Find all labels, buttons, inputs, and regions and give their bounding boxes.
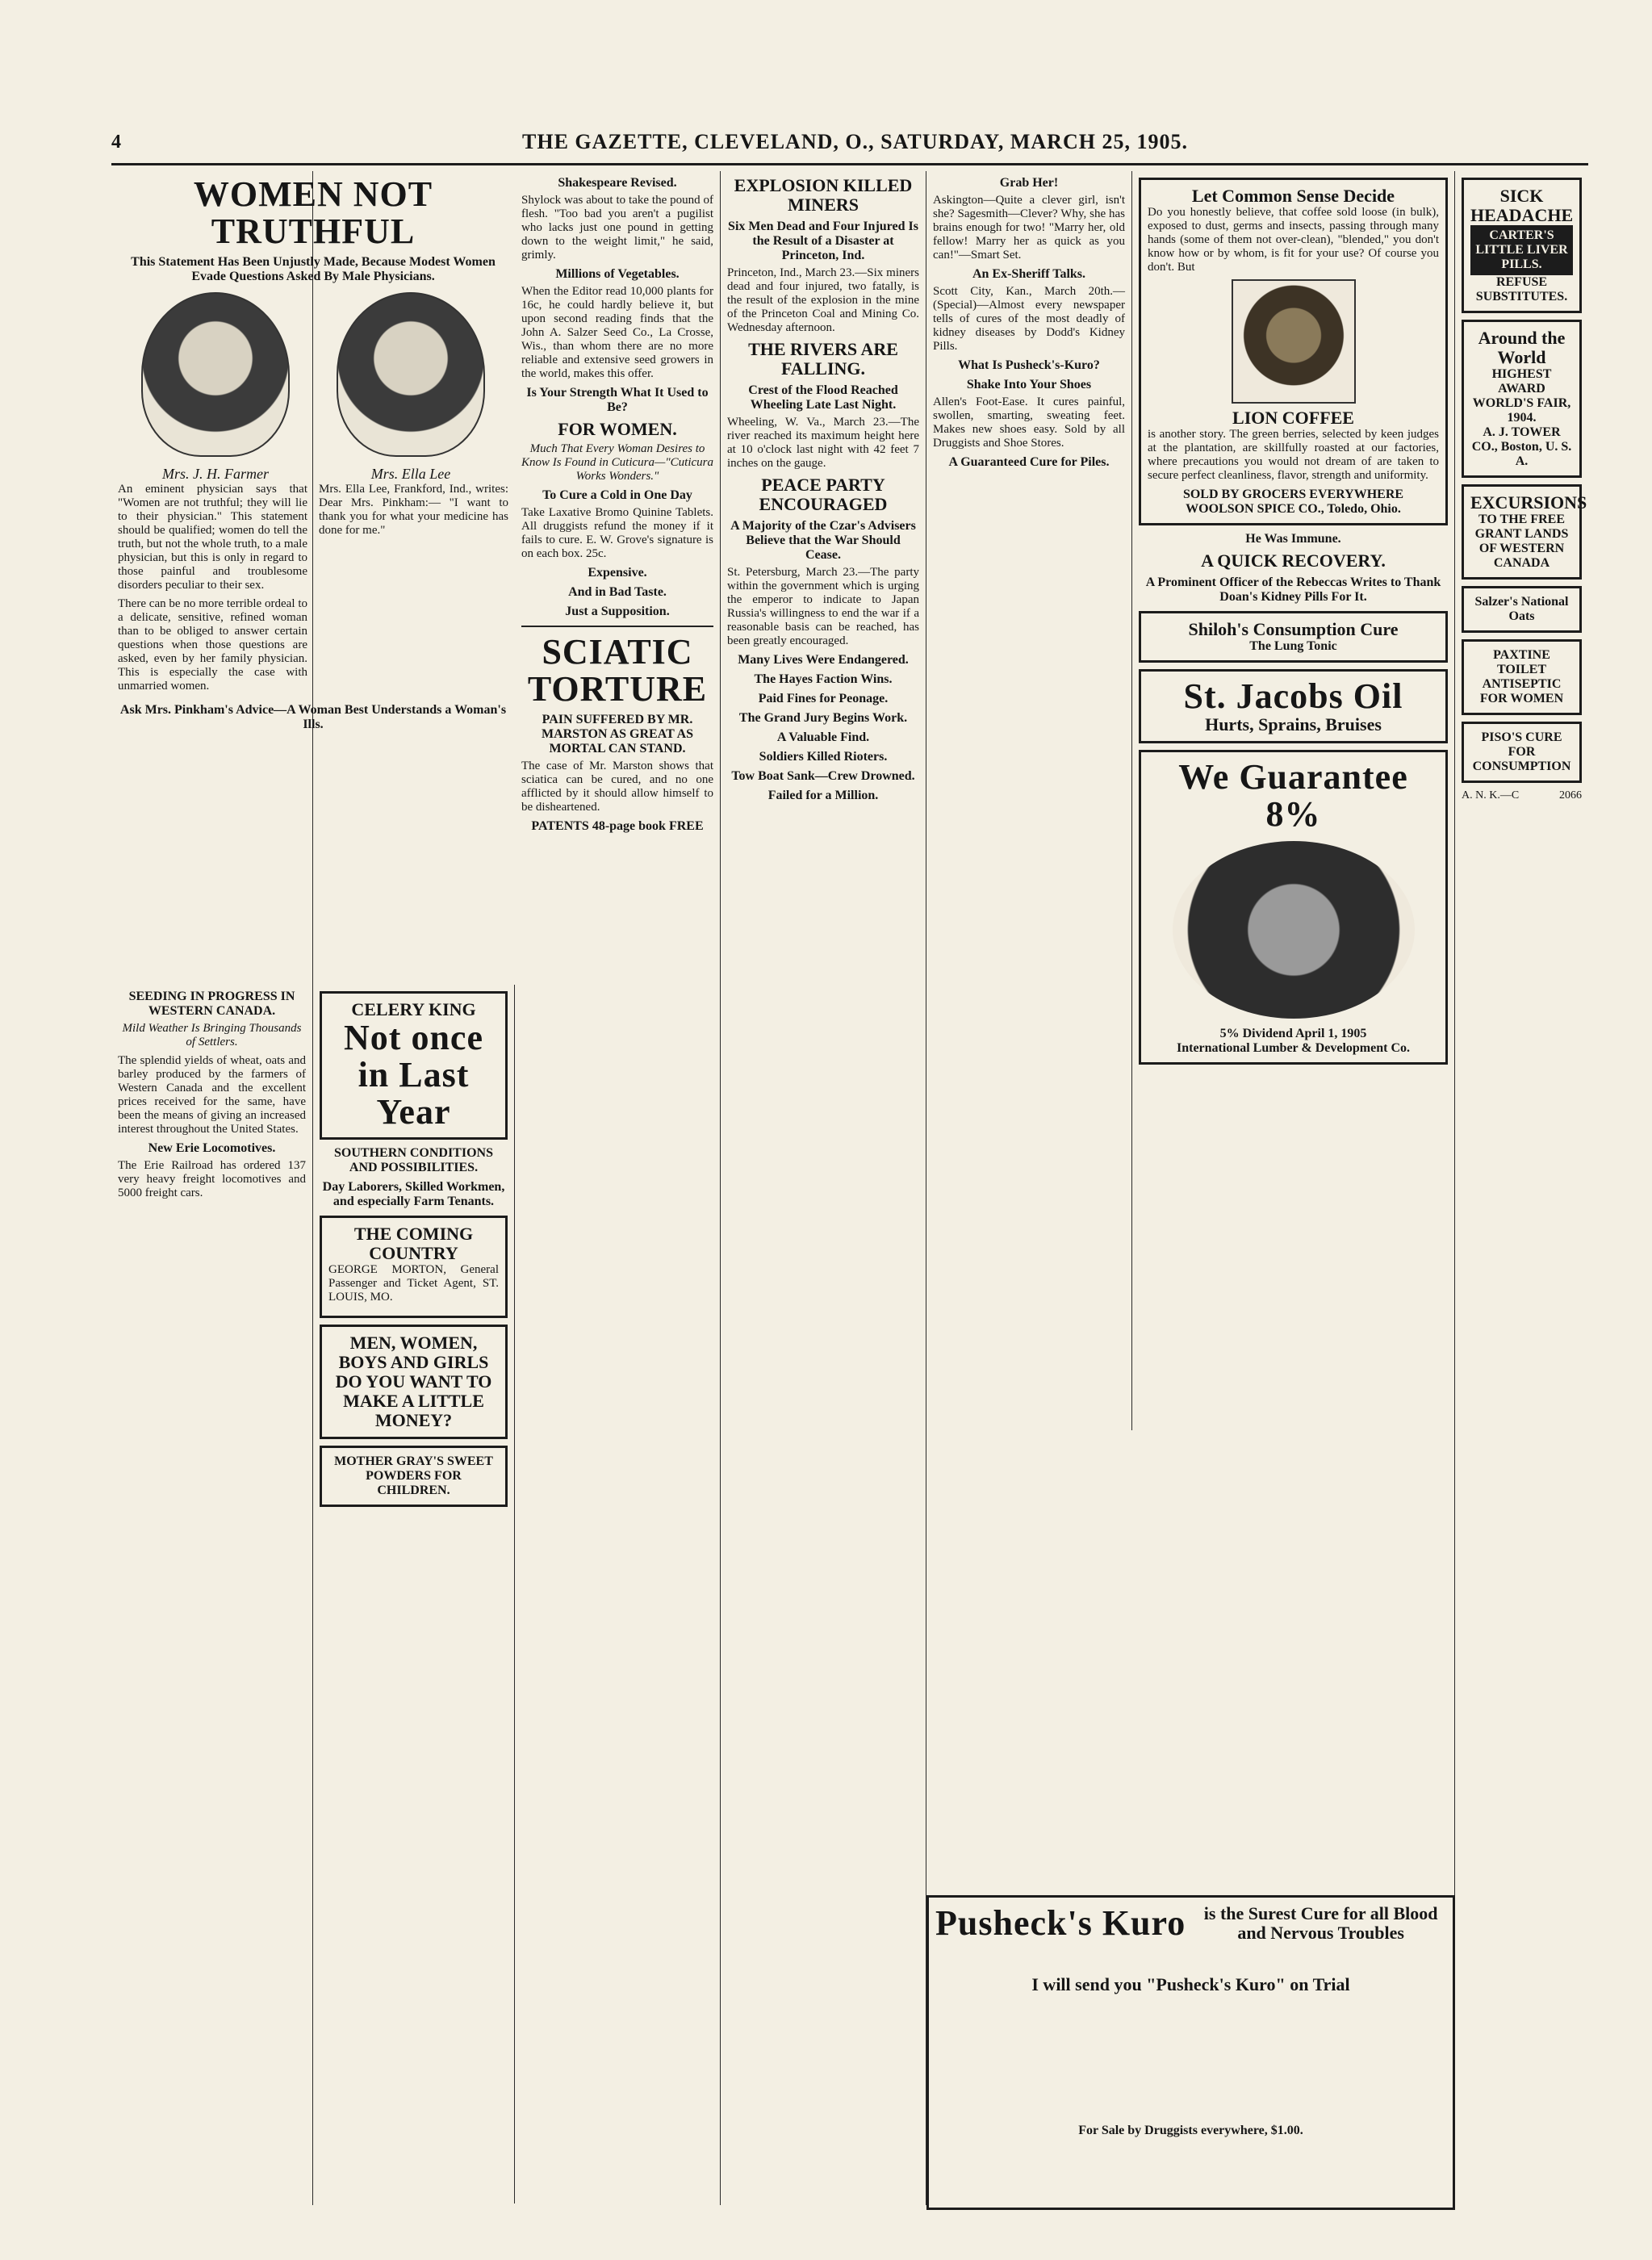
paxtine-title: PAXTINE TOILET ANTISEPTIC [1482,648,1562,691]
headline-women-not-truthful: WOMEN NOT TRUTHFUL [193,174,433,251]
column-2-lower [313,985,515,2204]
guarantee-title: We Guarantee 8% [1178,757,1408,834]
highest-award: HIGHEST AWARD WORLD'S FAIR, 1904. [1472,367,1571,425]
divider [521,626,713,627]
headline-hayes: The Hayes Faction Wins. [754,672,893,686]
excursions-title: EXCURSIONS [1470,492,1587,513]
newspaper-title: THE GAZETTE, CLEVELAND, O., SATURDAY, MARCH 25, 1905. [522,130,1188,153]
refuse-substitutes: REFUSE SUBSTITUTES. [1475,275,1568,303]
kuro-title: Pusheck's Kuro [935,1903,1186,1943]
headline-piles: A Guaranteed Cure for Piles. [948,455,1110,469]
headline-recovery: A QUICK RECOVERY. [1201,550,1386,571]
article-body: The splendid yields of wheat, oats and barley produced by the farmers of Western Canada and the excellent prices received for the same, have been the means of giving an increased interest throughout the United States. [118,1054,306,1136]
kuro-price: For Sale by Druggists everywhere, $1.00. [1078,2124,1303,2137]
article-body: An eminent physician says that "Women are not truthful; they will lie to their physician." This statement should be qualified; women do tell the truth, but not the whole truth, to a male physician, but this is only in regard to those painful and troublesome disorders peculiar to their sex. [118,483,307,592]
headline-valuable: A Valuable Find. [776,730,870,744]
deck-cuticura: Much That Every Woman Desires to Know Is Found in Cuticura—"Cuticura Works Wonders." [521,442,713,483]
headline-failed: Failed for a Million. [767,789,879,802]
excursions-sub: TO THE FREE GRANT LANDS OF WESTERN CANADA [1474,513,1569,570]
tower-company: A. J. TOWER CO., Boston, U. S. A. [1471,425,1572,468]
deck-sciatic: PAIN SUFFERED BY MR. MARSTON AS GREAT AS MORTAL CAN STAND. [541,713,694,755]
masthead [111,121,1588,165]
headline-peace: PEACE PARTY ENCOURAGED [759,475,888,514]
shiloh-ad [1139,611,1448,663]
headline-southern: SOUTHERN CONDITIONS AND POSSIBILITIES. [334,1146,493,1174]
paxtine-ad [1462,639,1582,715]
portrait-lee [328,287,493,483]
dividend-line: 5% Dividend April 1, 1905 [1219,1027,1367,1040]
article-body: St. Petersburg, March 23.—The party within the government which is urging the emperor to indicate to Japan Russia's willingness to end the war if a reasonable basis can be reached, has been greatly encouraged. [727,566,919,647]
pinkham-tagline: Ask Mrs. Pinkham's Advice—A Woman Best Understands a Woman's Ills. [119,703,507,731]
deck-women-not-truthful: This Statement Has Been Unjustly Made, Because Modest Women Evade Questions Asked By Male Physicians. [131,255,496,283]
kuro-tag: is the Surest Cure for all Blood and Nervous Troubles [1203,1903,1438,1943]
day-laborers: Day Laborers, Skilled Workmen, and especially Farm Tenants. [322,1180,505,1208]
column-1-lower [111,985,313,2204]
deck-recovery: A Prominent Officer of the Rebeccas Writes to Thank Doan's Kidney Pills For It. [1145,575,1441,604]
caption-farmer: Mrs. J. H. Farmer [162,466,269,482]
headline-endangered: Many Lives Were Endangered. [738,653,909,667]
coming-country-ad [320,1216,508,1318]
lion-coffee-ad [1139,178,1448,525]
caption-lee: Mrs. Ella Lee [370,466,451,482]
tower-ad [1462,320,1582,478]
headline-shakespeare: Shakespeare Revised. [558,176,677,190]
shiloh-title: Shiloh's Consumption Cure [1188,619,1399,639]
kuro-offer: I will send you "Pusheck's Kuro" on Trial [1031,1974,1350,1994]
portrait-farmer [133,287,298,483]
article-body: The case of Mr. Marston shows that sciatica can be cured, and no one afflicted by it should allow himself to be disheartened. [521,760,713,814]
ank-label: A. N. K.—C [1462,789,1520,801]
headline-expensive: Expensive. [588,566,647,580]
headline-explosion: EXPLOSION KILLED MINERS [734,175,913,215]
salzer-ad [1462,586,1582,633]
article-body: Allen's Foot-Ease. It cures painful, swollen, smarting, sweating feet. Makes new shoes easy. Sold by all Druggists and Shoe Stores. [933,396,1125,450]
column-4 [721,171,926,2205]
headline-grab: Grab Her! [999,176,1059,190]
column-3 [515,171,721,2205]
article-body: Princeton, Ind., March 23.—Six miners dead and four injured, two fatally, is the result of the explosion in the mine of the Princeton Coal and Mining Co. Wednesday afternoon. [727,266,919,334]
article-body: Mrs. Ella Lee, Frankford, Ind., writes: Dear Mrs. Pinkham:— "I want to thank you for what your medicine has done for me." [319,483,508,537]
sick-headache-title: SICK HEADACHE [1470,186,1574,225]
headline-fines: Paid Fines for Peonage. [758,692,889,705]
patents-ad: PATENTS 48-page book FREE [531,819,704,833]
mother-gray-title: MOTHER GRAY'S SWEET POWDERS FOR CHILDREN. [334,1454,493,1497]
column-5 [926,171,1132,1430]
headline-sheriff: An Ex-Sheriff Talks. [972,267,1086,281]
excursions-ad [1462,484,1587,580]
headline-soldiers: Soldiers Killed Rioters. [759,750,888,764]
guarantee-ad [1139,750,1448,1065]
lion-coffee-body: Do you honestly believe, that coffee sold loose (in bulk), exposed to dust, germs and insects, passing through many hands (some of them not over-clean), "blended," you don't know how or by whom, is fit for your use? Of course you don't. But [1148,206,1439,274]
headline-pusheck: What Is Pusheck's-Kuro? [958,358,1100,372]
kuro-ad [926,1895,1455,2210]
headline-sciatic: SCIATIC TORTURE [527,632,708,709]
money-ad [320,1325,508,1439]
morton-agent: GEORGE MORTON, General Passenger and Ticket Agent, ST. LOUIS, MO. [328,1263,499,1304]
lumber-company: International Lumber & Development Co. [1176,1041,1411,1055]
article-body: Scott City, Kan., March 20th.—(Special)—Almost every newspaper tells of cures of the most deadly of kidney diseases by Dodd's Kidney Pills. [933,285,1125,353]
article-body: Shylock was about to take the pound of flesh. "Too bad you aren't a pugilist who lacks just one pound in getting down to the weight limit," he said, grimly. [521,194,713,262]
headline-for-women: FOR WOMEN. [558,419,677,439]
piso-ad [1462,722,1582,783]
portrait-row [118,287,508,483]
newspaper-page [111,121,1588,2216]
ank-line [1462,789,1582,802]
article-body: There can be no more terrible ordeal to a delicate, sensitive, refined woman than to be obliged to answer certain questions when those questions are asked, even by her family physician. This is especially the case with unmarried women. [118,597,307,693]
headline-rivers: THE RIVERS ARE FALLING. [748,339,898,379]
mother-gray-ad [320,1446,508,1507]
page-number: 4 [111,131,122,153]
headline-vegetables: Millions of Vegetables. [555,267,680,281]
headline-cold: To Cure a Cold in One Day [542,488,692,502]
shiloh-sub: The Lung Tonic [1249,639,1337,653]
article-body: Askington—Quite a clever girl, isn't she? Sagesmith—Clever? Why, she has brains enough for two! "Marry her, old fellow! Marry her as quick as you can!"—Smart Set. [933,194,1125,262]
deck-explosion: Six Men Dead and Four Injured Is the Result of a Disaster at Princeton, Ind. [728,220,918,262]
st-jacobs-ad [1139,669,1448,743]
headline-supposition: Just a Supposition. [565,605,670,618]
celery-king-ad [320,991,508,1140]
lion-coffee-brand: LION COFFEE [1232,408,1354,428]
lion-coffee-tagline: is another story. The green berries, selected by keen judges at the plantation, are skillfully roasted at our factories, where precautions you would not dream of are taken to secure perfect cleanliness, flavor, strength and uniformity. [1148,428,1439,482]
sick-headache-ad [1462,178,1582,313]
lion-image [1232,279,1356,404]
headline-immune: He Was Immune. [1245,532,1341,546]
column-7 [1455,171,1588,2205]
lion-coffee-maker: WOOLSON SPICE CO., Toledo, Ohio. [1186,502,1401,516]
article-body: The Erie Railroad has ordered 137 very heavy freight locomotives and 5000 freight cars. [118,1159,306,1199]
headline-strength: Is Your Strength What It Used to Be? [526,386,709,414]
plantation-image [1173,841,1415,1019]
headline-jury: The Grand Jury Begins Work. [738,711,908,725]
not-once-title: Not once in Last Year [344,1018,483,1132]
portrait-farmer-image [141,292,290,457]
coming-country-title: THE COMING COUNTRY [353,1224,474,1263]
deck-seeding: Mild Weather Is Bringing Thousands of Settlers. [122,1022,302,1048]
headline-erie: New Erie Locomotives. [148,1141,276,1155]
headline-bad-taste: And in Bad Taste. [568,585,667,599]
article-body: When the Editor read 10,000 plants for 16c, he could hardly believe it, but upon second reading finds that the John A. Salzer Seed Co., La Crosse, Wis., than whom there are no more reliable and extensive seed growers in the world, makes this offer. [521,285,713,380]
st-jacobs-title: St. Jacobs Oil [1183,676,1403,716]
headline-towboat: Tow Boat Sank—Crew Drowned. [731,769,915,783]
money-title: MEN, WOMEN, BOYS AND GIRLS DO YOU WANT TO MAKE A LITTLE MONEY? [335,1333,492,1430]
lion-coffee-footer: SOLD BY GROCERS EVERYWHERE [1182,488,1404,501]
column-1-2-span [111,171,515,978]
st-jacobs-sub: Hurts, Sprains, Bruises [1205,714,1382,734]
celery-king-title: CELERY KING [351,999,476,1019]
lion-coffee-head: Let Common Sense Decide [1191,186,1395,206]
piso-title: PISO'S CURE FOR CONSUMPTION [1472,730,1571,773]
deck-peace: A Majority of the Czar's Advisers Believe that the War Should Cease. [730,519,916,562]
article-body: Take Laxative Bromo Quinine Tablets. All druggists refund the money if it fails to cure. E. W. Grove's signature is on each box. 25c. [521,506,713,560]
deck-rivers: Crest of the Flood Reached Wheeling Late Last Night. [748,383,898,412]
headline-shake: Shake Into Your Shoes [966,378,1092,391]
around-world: Around the World [1478,328,1566,367]
headline-seeding: SEEDING IN PROGRESS IN WESTERN CANADA. [128,990,295,1018]
salzer-title: Salzer's National Oats [1474,595,1569,623]
article-body: Wheeling, W. Va., March 23.—The river reached its maximum height here at 10 o'clock last night with 42 feet 7 inches on the gauge. [727,416,919,470]
paxtine-sub: FOR WOMEN [1479,692,1564,705]
carters-brand: CARTER'S LITTLE LIVER PILLS. [1470,225,1573,275]
portrait-lee-image [337,292,485,457]
ank-number: 2066 [1559,789,1582,801]
